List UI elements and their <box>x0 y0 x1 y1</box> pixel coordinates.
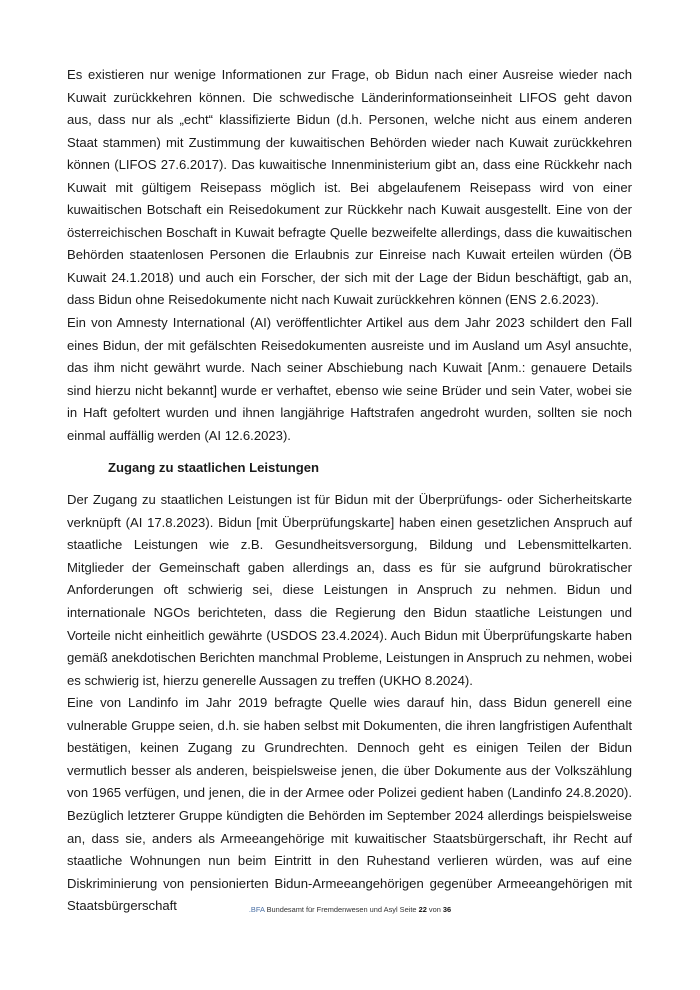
bfa-logo: .BFA <box>248 905 265 914</box>
section-heading: Zugang zu staatlichen Leistungen <box>108 460 319 476</box>
paragraph-landinfo: Eine von Landinfo im Jahr 2019 befragte Quelle wies darauf hin, dass Bidun generell eine vulnerable Gruppe seien, d.h. sie haben selbst mit Dokumenten, die ihren langfristigen Aufenthalt bestätigen, keinen Zugang zu Grundrechten. Dennoch geht es einigen Teilen der Bidun vermutlich besser als anderen, beispielsweise jenen, die über Dokumente aus der Volkszählung von 1965 verfügen, und jenen, die in der Armee oder Polizei gedient haben (Landinfo 24.8.2020). Bezüglich letzterer Gruppe kündigten die Behörden im September 2024 allerdings beispielsweise an, dass sie, anders als Armeeangehörige mit kuwaitischer Staatsbürgerschaft, ihr Recht auf staatliche Wohnungen nun beim Eintritt in den Ruhestand verlieren würden, was auf eine Diskriminierung von pensionierten Bidun-Armeeangehörigen gegenüber Armeeangehörigen mit Staatsbürgerschaft <box>67 695 632 914</box>
paragraph-amnesty-case: Ein von Amnesty International (AI) veröffentlichter Artikel aus dem Jahr 2023 schildert den Fall eines Bidun, der mit gefälschten Reisedokumenten ausreiste und im Ausland um Asyl ansuchte, das ihm nicht gewährt wurde. Nach seiner Abschiebung nach Kuwait [Anm.: genauere Details sind hierzu nicht bekannt] wurde er verhaftet, ebenso wie seine Brüder und sein Vater, wobei sie in Haft gefoltert wurden und ihnen langjährige Haftstrafen angedroht wurden, sollten sie noch einmal auffällig werden (AI 12.6.2023). <box>67 315 632 443</box>
footer-page-sep: von <box>428 905 441 914</box>
paragraph-return-to-kuwait: Es existieren nur wenige Informationen zur Frage, ob Bidun nach einer Ausreise wieder nach Kuwait zurückkehren können. Die schwedische Länderinformationseinheit LIFOS geht davon aus, dass nur als „echt“ klassifizierte Bidun (d.h. Personen, welche nicht aus einem anderen Staat stammen) mit Zustimmung der kuwaitischen Behörden wieder nach Kuwait zurückkehren können (LIFOS 27.6.2017). Das kuwaitische Innenministerium gibt an, dass eine Rückkehr nach Kuwait mit gültigem Reisepass möglich ist. Bei abgelaufenem Reisepass wird von einer kuwaitischen Botschaft ein Reisedokument zur Rückkehr nach Kuwait ausgestellt. Eine von der österreichischen Boschaft in Kuwait befragte Quelle bezweifelte allerdings, dass die kuwaitischen Behörden staatenlosen Personen die Erlaubnis zur Einreise nach Kuwait erteilen würden (ÖB Kuwait 24.1.2018) und auch ein Forscher, der sich mit der Lage der Bidun beschäftigt, gab an, dass Bidun ohne Reisedokumente nicht nach Kuwait zurückkehren können (ENS 2.6.2023). <box>67 67 632 308</box>
page-footer <box>0 905 700 914</box>
footer-page-label: Seite <box>399 905 417 914</box>
page-total: 36 <box>442 905 452 914</box>
document-page <box>67 64 632 918</box>
paragraph-state-benefits: Der Zugang zu staatlichen Leistungen ist für Bidun mit der Überprüfungs- oder Sicherheitskarte verknüpft (AI 17.8.2023). Bidun [mit Überprüfungskarte] haben einen gesetzlichen Anspruch auf staatliche Leistungen wie z.B. Gesundheitsversorgung, Bildung und Lebensmittelkarten. Mitglieder der Gemeinschaft gaben allerdings an, dass es für sie aufgrund bürokratischer Anforderungen oft schwierig sei, diese Leistungen in Anspruch zu nehmen. Bidun und internationale NGOs berichteten, dass die Regierung den Bidun staatliche Leistungen und Vorteile nicht einheitlich gewährte (USDOS 23.4.2024). Auch Bidun mit Überprüfungskarte haben gemäß anekdotischen Berichten manchmal Probleme, Leistungen in Anspruch zu nehmen, wobei es schwierig ist, hierzu generelle Aussagen zu treffen (UKHO 8.2024). <box>67 492 632 688</box>
footer-org: Bundesamt für Fremdenwesen und Asyl <box>266 905 398 914</box>
page-current: 22 <box>418 905 427 914</box>
